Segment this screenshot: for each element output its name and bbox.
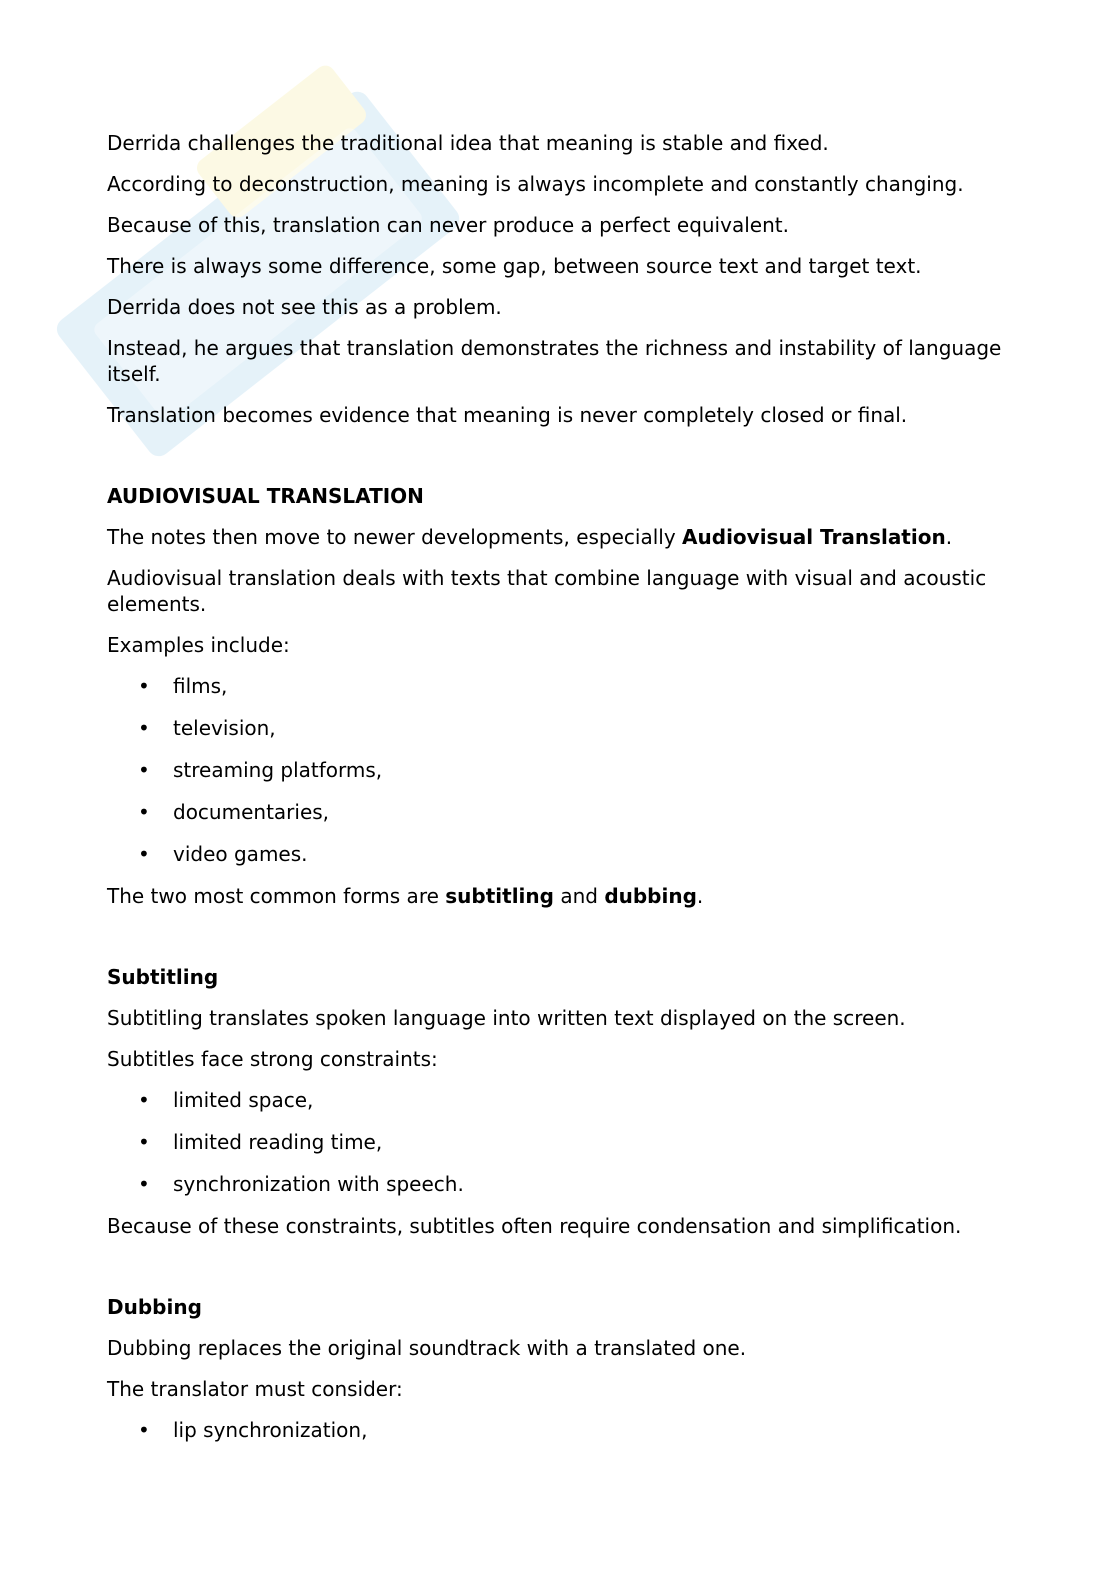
document-page <box>107 130 1007 1459</box>
text-run: The two most common forms are <box>107 884 446 908</box>
paragraph: Because of these constraints, subtitles often require condensation and simplification. <box>107 1214 962 1238</box>
bold-term: subtitling <box>445 884 554 908</box>
paragraph: Subtitles face strong constraints: <box>107 1047 438 1071</box>
list-item: • synchronization with speech. <box>107 1171 1007 1197</box>
text-run: . <box>696 884 704 908</box>
list-item: • video games. <box>107 841 1007 867</box>
dubbing-considerations-list <box>107 1417 1007 1443</box>
paragraph: Derrida does not see this as a problem. <box>107 295 502 319</box>
list-item: • lip synchronization, <box>107 1417 1007 1443</box>
bold-term: dubbing <box>604 884 697 908</box>
paragraph: Derrida challenges the traditional idea that meaning is stable and fixed. <box>107 131 829 155</box>
paragraph: According to deconstruction, meaning is always incomplete and constantly changing. <box>107 172 964 196</box>
paragraph <box>107 883 1007 909</box>
text-run: and <box>553 884 605 908</box>
list-item: • television, <box>107 715 1007 741</box>
bold-term: Audiovisual Translation <box>682 525 946 549</box>
section-heading-subtitling: Subtitling <box>107 965 219 989</box>
text-run: The notes then move to newer developments, especially <box>107 525 683 549</box>
paragraph: Because of this, translation can never produce a perfect equivalent. <box>107 213 789 237</box>
list-item: • films, <box>107 673 1007 699</box>
section-heading-audiovisual: AUDIOVISUAL TRANSLATION <box>107 484 424 508</box>
list-item: • limited reading time, <box>107 1129 1007 1155</box>
paragraph: Dubbing replaces the original soundtrack with a translated one. <box>107 1336 747 1360</box>
paragraph: There is always some difference, some gap, between source text and target text. <box>107 254 922 278</box>
paragraph: The translator must consider: <box>107 1377 403 1401</box>
paragraph: Examples include: <box>107 633 290 657</box>
section-heading-dubbing: Dubbing <box>107 1295 202 1319</box>
paragraph: Instead, he argues that translation demonstrates the richness and instability of language itself. <box>107 336 1002 386</box>
list-item: • streaming platforms, <box>107 757 1007 783</box>
paragraph: Subtitling translates spoken language into written text displayed on the screen. <box>107 1006 906 1030</box>
constraints-list <box>107 1087 1007 1197</box>
paragraph: Translation becomes evidence that meaning is never completely closed or final. <box>107 403 908 427</box>
examples-list <box>107 673 1007 867</box>
paragraph <box>107 524 1007 550</box>
text-run: . <box>945 525 953 549</box>
paragraph: Audiovisual translation deals with texts that combine language with visual and acoustic elements. <box>107 566 987 616</box>
list-item: • documentaries, <box>107 799 1007 825</box>
list-item: • limited space, <box>107 1087 1007 1113</box>
